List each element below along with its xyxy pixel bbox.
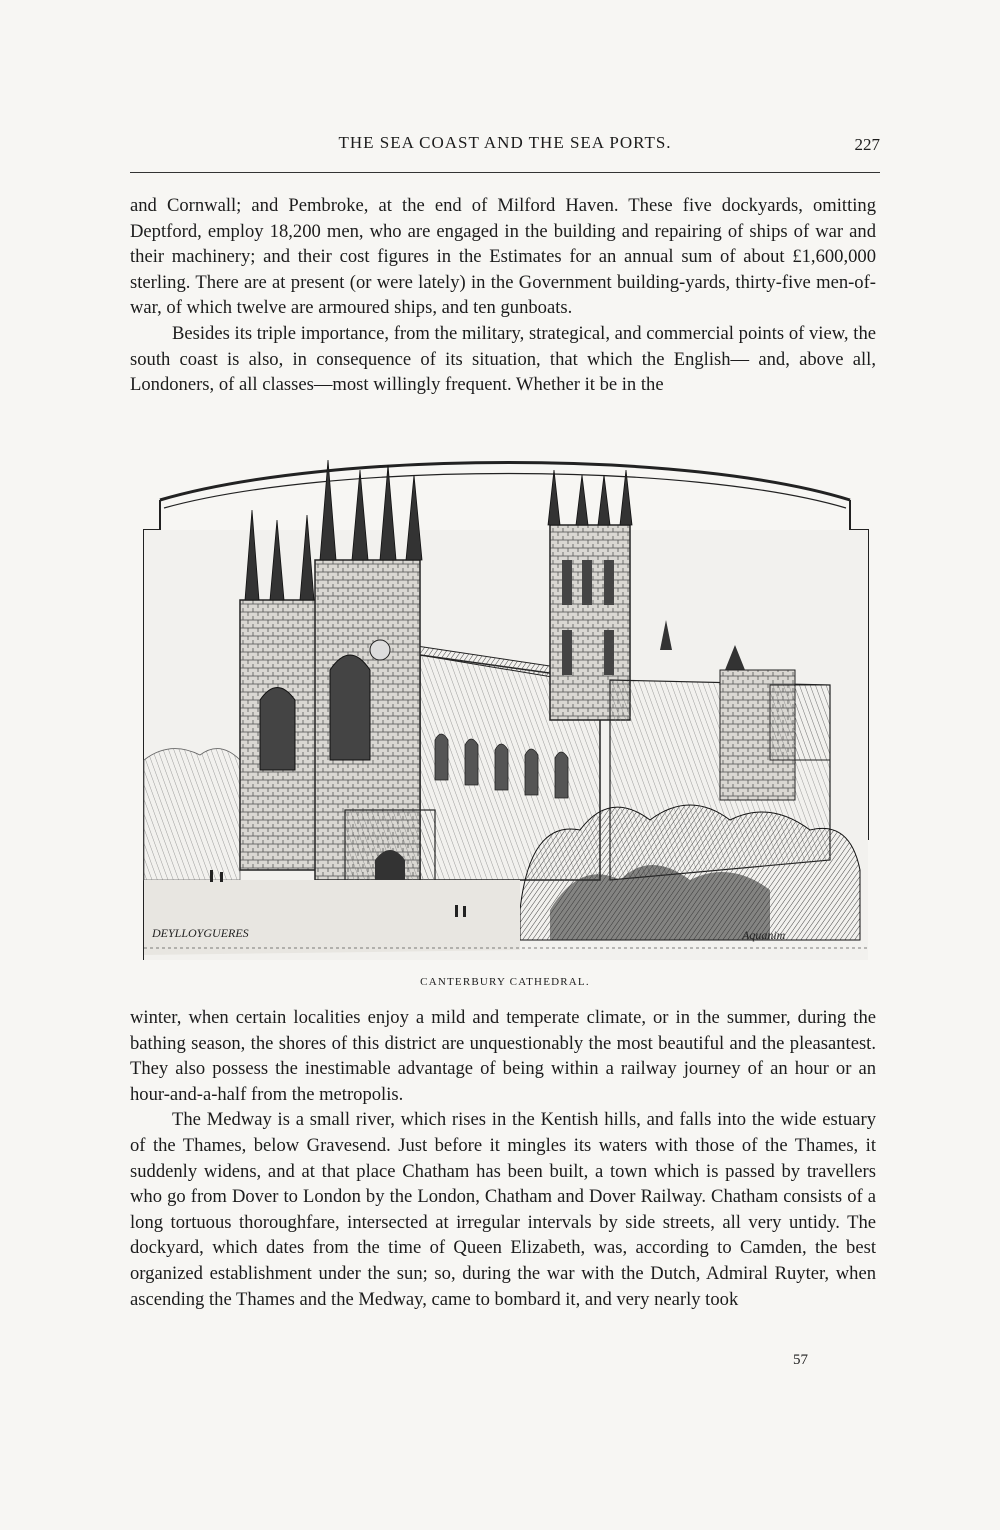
paragraph: and Cornwall; and Pembroke, at the end of Milford Haven. These five dockyards, omitting Deptford, employ 18,200 men, who are engaged in the building and repairing of ships of war and their machinery; and their cost figures in the Estimates for an annual sum of about £1,600,000 sterling. There are at present (or were lately) in the Government building-yards, thirty-five men-of-war, of which twelve are armoured ships, and ten gunboats. xyxy=(130,195,876,319)
cathedral-illustration xyxy=(130,440,880,970)
artist-signature-left: DEYLLOYGUERES xyxy=(152,926,249,940)
header-rule xyxy=(130,172,880,173)
engraving-drawing xyxy=(130,440,880,970)
page-number: 227 xyxy=(854,135,880,154)
artist-signature-right: Aquanim xyxy=(742,928,786,942)
paragraph: winter, when certain localities enjoy a mild and temperate climate, or in the summer, during the bathing season, the shores of this district are unquestionably the most beautiful and the pleasantest. They also possess the inestimable advantage of being within a railway journey of an hour or an hour-and-a-half from the metropolis. xyxy=(130,1007,876,1105)
signature-mark: 57 xyxy=(793,1352,808,1368)
text-block-top xyxy=(130,193,876,398)
text-block-bottom xyxy=(130,1005,876,1312)
figure-caption: CANTERBURY CATHEDRAL. xyxy=(420,976,590,988)
running-title: THE SEA COAST AND THE SEA PORTS. xyxy=(338,133,672,152)
paragraph: The Medway is a small river, which rises in the Kentish hills, and falls into the wide estuary of the Thames, below Gravesend. Just before it mingles its waters with those of the Thames, it suddenly widens, and at that place Chatham has been built, a town which is passed by travellers who go from Dover to London by the London, Chatham and Dover Railway. Chatham consists of a long tortuous thoroughfare, intersected at irregular intervals by side streets, all very untidy. The dockyard, which dates from the time of Queen Elizabeth, was, according to Camden, the best organized establishment under the sun; so, during the war with the Dutch, Admiral Ruyter, when ascending the Thames and the Medway, came to bombard it, and very nearly took xyxy=(130,1109,876,1310)
running-head xyxy=(130,133,880,161)
paragraph: Besides its triple importance, from the military, strategical, and commercial points of view, the south coast is also, in consequence of its situation, that which the English— and, above all, Londoners, of all classes—most willingly frequent. Whether it be in the xyxy=(130,322,876,396)
